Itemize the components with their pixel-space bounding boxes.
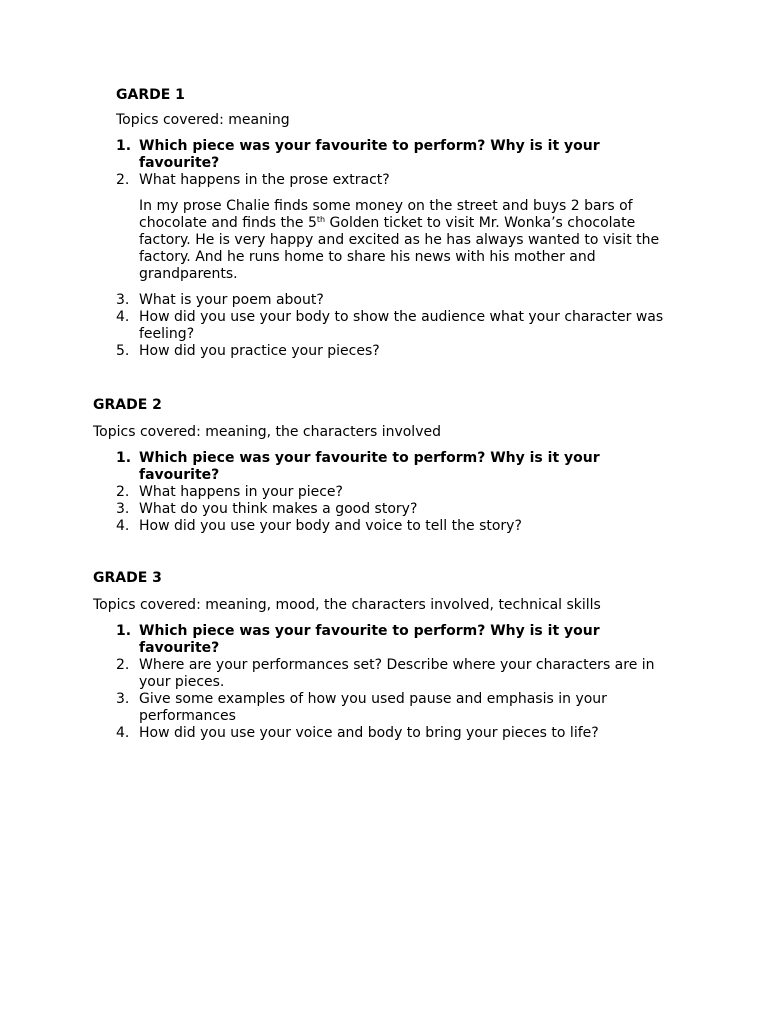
- list-number: 3.: [116, 292, 130, 308]
- list-number: 2.: [116, 657, 130, 673]
- grade2-questions: [116, 450, 676, 535]
- list-number: 3.: [116, 691, 130, 707]
- question-text: Which piece was your favourite to perform? Why is it your favourite?: [139, 138, 600, 171]
- grade1-question-1: [116, 138, 676, 172]
- grade2-section: [93, 397, 676, 535]
- grade2-question-4: [116, 518, 676, 535]
- grade3-question-4: [116, 725, 676, 742]
- question-text: Where are your performances set? Describe where your characters are in your pieces.: [139, 657, 655, 690]
- grade1-questions-continued: [116, 292, 676, 360]
- grade1-question-3: [116, 292, 676, 309]
- question-text: Which piece was your favourite to perform? Why is it your favourite?: [139, 450, 600, 483]
- list-number: 5.: [116, 343, 130, 359]
- grade2-question-2: [116, 484, 676, 501]
- question-text: How did you use your body and voice to tell the story?: [139, 518, 522, 534]
- grade3-heading: GRADE 3: [93, 570, 162, 586]
- prose-answer: [139, 198, 676, 283]
- grade1-question-4: [116, 309, 676, 343]
- question-text: What is your poem about?: [139, 292, 324, 308]
- ordinal-suffix: th: [316, 215, 326, 224]
- list-number: 2.: [116, 484, 130, 500]
- grade1-question-5: [116, 343, 676, 360]
- grade3-question-1: [116, 623, 676, 657]
- list-number: 4.: [116, 309, 130, 325]
- grade1-topics: Topics covered: meaning: [116, 112, 290, 128]
- prose-text-part-1: In my prose Chalie finds some money on the street and buys 2 bars of chocolate and finds the 5: [139, 198, 633, 231]
- grade3-section: [93, 570, 676, 742]
- list-number: 4.: [116, 518, 130, 534]
- list-number: 1.: [116, 623, 132, 639]
- question-text: How did you use your body to show the audience what your character was feeling?: [139, 309, 664, 342]
- prose-text-part-2: Golden ticket to visit Mr. Wonka’s chocolate factory. He is very happy and excited as he has always wanted to visit the factory. And he runs home to share his news with his mother and grandparents.: [139, 215, 660, 282]
- question-text: How did you practice your pieces?: [139, 343, 380, 359]
- question-text: How did you use your voice and body to bring your pieces to life?: [139, 725, 599, 741]
- question-text: Give some examples of how you used pause and emphasis in your performances: [139, 691, 607, 724]
- list-number: 2.: [116, 172, 130, 188]
- grade1-questions: [116, 138, 676, 189]
- grade2-topics: Topics covered: meaning, the characters involved: [93, 424, 441, 440]
- grade1-heading: GARDE 1: [116, 87, 185, 103]
- grade3-question-3: [116, 691, 676, 725]
- list-number: 3.: [116, 501, 130, 517]
- grade1-section: [116, 87, 676, 360]
- question-text: Which piece was your favourite to perform? Why is it your favourite?: [139, 623, 600, 656]
- grade2-question-3: [116, 501, 676, 518]
- grade2-heading: GRADE 2: [93, 397, 162, 413]
- list-number: 1.: [116, 450, 132, 466]
- question-text: What happens in the prose extract?: [139, 172, 390, 188]
- list-number: 4.: [116, 725, 130, 741]
- question-text: What happens in your piece?: [139, 484, 343, 500]
- grade1-question-2: [116, 172, 676, 189]
- grade2-question-1: [116, 450, 676, 484]
- grade3-questions: [116, 623, 676, 742]
- list-number: 1.: [116, 138, 132, 154]
- grade3-question-2: [116, 657, 676, 691]
- grade3-topics: Topics covered: meaning, mood, the characters involved, technical skills: [93, 597, 601, 613]
- question-text: What do you think makes a good story?: [139, 501, 418, 517]
